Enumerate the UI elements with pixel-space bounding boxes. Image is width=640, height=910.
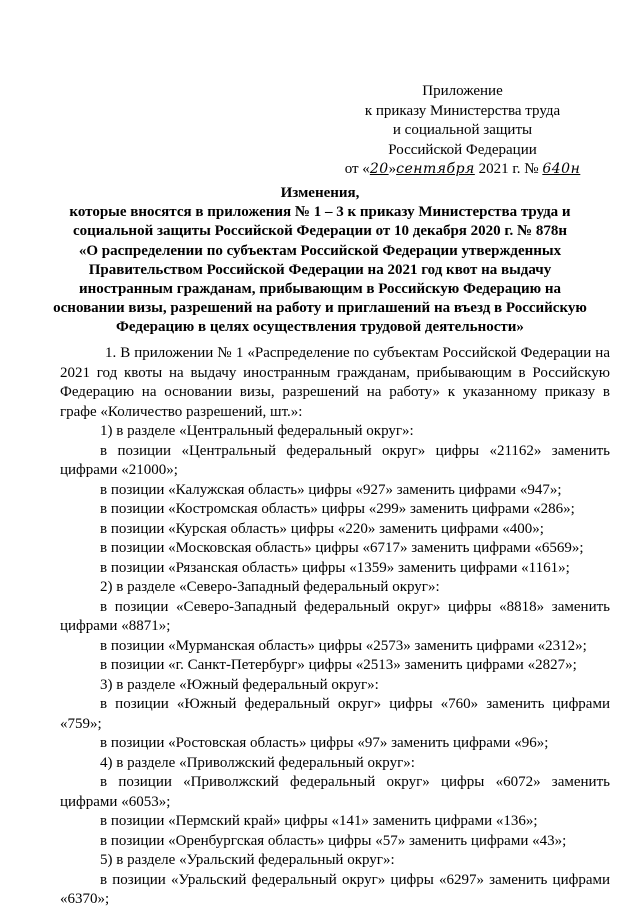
title-line: Федерацию в целях осуществления трудовой деятельности» [116,319,524,336]
body-paragraph: в позиции «Уральский федеральный округ» цифры «6297» заменить цифрами «6370»; [60,871,610,907]
appendix-date-line [340,160,585,180]
title-line: иностранным гражданам, прибывающим в Российскую Федерацию на [78,281,562,298]
title-line: которые вносятся в приложения № 1 – 3 к приказу Министерства труда и [69,204,571,221]
appendix-country: Российской Федерации [388,141,537,158]
title-line: социальной защиты Российской Федерации от 10 декабря 2020 г. № 878н [73,223,567,240]
section-heading: 3) в разделе «Южный федеральный округ»: [100,676,379,693]
appendix-header [340,82,585,180]
body-paragraph: в позиции «Костромская область» цифры «299» заменить цифрами «286»; [100,501,575,517]
body-paragraph: в позиции «Рязанская область» цифры «1359» заменить цифрами «1161»; [100,559,570,576]
title-line: Изменения, [280,185,360,201]
body-paragraph: в позиции «Мурманская область» цифры «2573» заменить цифрами «2312»; [100,637,587,654]
date-day-handwritten: 20 [369,161,389,177]
body-paragraph: 1. В приложении № 1 «Распределение по субъектам Российской Федерации на 2021 год квоты на выдачу иностранным гражданам, прибывающим в Российскую Федерацию на основании визы, разрешений на работу» к указанному приказу в графе «Количество разрешений, шт.»: [60,345,610,420]
body-paragraph: в позиции «Оренбургская область» цифры «57» заменить цифрами «43»; [100,832,567,849]
appendix-order-ref: к приказу Министерства труда [364,102,561,119]
appendix-label: Приложение [422,83,503,99]
title-line: основании визы, разрешений на работу и приглашений на въезд в Российскую [53,300,587,317]
title-line: Правительством Российской Федерации на 2021 год квот на выдачу [88,261,552,278]
body-paragraph: в позиции «Пермский край» цифры «141» заменить цифрами «136»; [100,813,538,829]
date-year: 2021 г. № [478,161,539,177]
body-paragraph: в позиции «Московская область» цифры «6717» заменить цифрами «6569»; [100,540,584,556]
title-line: «О распределении по субъектам Российской Федерации утвержденных [78,242,562,259]
date-mid: » [388,161,397,177]
body-paragraph: в позиции «Северо-Западный федеральный округ» цифры «8818» заменить цифрами «8871»; [60,598,610,634]
document-body [60,344,610,910]
body-paragraph: в позиции «Южный федеральный округ» цифры «760» заменить цифрами «759»; [60,696,610,732]
section-heading: 1) в разделе «Центральный федеральный округ»: [100,423,414,439]
section-heading: 5) в разделе «Уральский федеральный округ»: [100,852,395,868]
document-title [40,184,600,338]
appendix-ministry: и социальной защиты [392,122,533,138]
section-heading: 2) в разделе «Северо-Западный федеральный округ»: [100,579,440,595]
body-paragraph: в позиции «Ростовская область» цифры «97» заменить цифрами «96»; [100,735,549,751]
body-paragraph: в позиции «Центральный федеральный округ» цифры «21162» заменить цифрами «21000»; [60,442,610,478]
date-month-handwritten: сентября [396,161,475,177]
body-paragraph: в позиции «Приволжский федеральный округ» цифры «6072» заменить цифрами «6053»; [60,774,610,810]
section-heading: 4) в разделе «Приволжский федеральный округ»: [100,754,415,771]
body-paragraph: в позиции «Калужская область» цифры «927» заменить цифрами «947»; [100,481,562,498]
date-prefix: от « [344,161,370,177]
order-number-handwritten: 640н [542,161,581,177]
body-paragraph: в позиции «Курская область» цифры «220» заменить цифрами «400»; [100,520,544,537]
body-paragraph: в позиции «г. Санкт-Петербург» цифры «2513» заменить цифрами «2827»; [100,657,577,673]
